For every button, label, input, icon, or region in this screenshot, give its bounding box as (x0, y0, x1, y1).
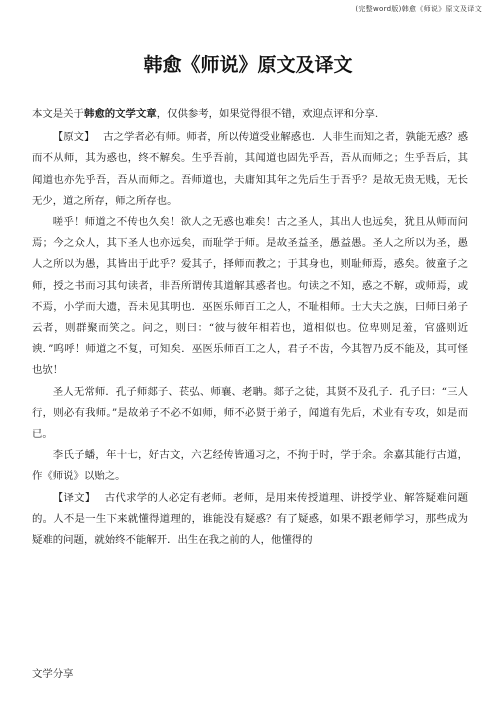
running-header: (完整word版)韩愈《师说》原文及译文 (355, 5, 482, 13)
page-footer: 文学分享 (32, 668, 74, 680)
original-p1-text: 古之学者必有师。师者，所以传道受业解惑也．人非生而知之者，孰能无惑？惑而不从师，其为惑也，终不解矣。生乎吾前，其闻道也固先乎吾，吾从而师之；生乎吾后，其闻道也亦先乎吾，吾从而师之。吾师道也，夫庸知其年之先后生于吾乎？是故无贵无贱，无长无少，道之所存，师之所存也。 (32, 131, 468, 207)
translation-paragraph-1 (32, 488, 468, 552)
original-paragraph-2: 嗟乎！师道之不传也久矣！欲人之无惑也难矣！古之圣人，其出人也远矣，犹且从师而问焉；今之众人，其下圣人也亦远矣，而耻学于师。是故圣益圣，愚益愚。圣人之所以为圣，愚人之所以为愚，其皆出于此乎？爱其子，择师而教之；于其身也，则耻师焉，惑矣。彼童子之师，授之书而习其句读者，非吾所谓传其道解其惑者也。句读之不知，惑之不解，或师焉，或不焉，小学而大遗，吾未见其明也．巫医乐师百工之人，不耻相师。士大夫之族，曰师曰弟子云者，则群聚而笑之。问之，则曰：“彼与彼年相若也，道相似也。位卑则足羞，官盛则近谀．”呜呼！师道之不复，可知矣．巫医乐师百工之人，君子不齿，今其智乃反不能及，其可怪也欤！ (32, 216, 468, 377)
intro-paragraph (32, 104, 468, 125)
document-body (32, 104, 468, 551)
translation-p1-text: 古代求学的人必定有老师。老师，是用来传授道理、讲授学业、解答疑难问题的。人不是一生下来就懂得道理的，谁能没有疑惑？有了疑惑，如果不跟老师学习，那些成为疑难的问题，就始终不能解开．出生在我之前的人，他懂得的 (32, 491, 468, 547)
original-paragraph-3: 圣人无常师．孔子师郯子、苌弘、师襄、老聃。郯子之徒，其贤不及孔子．孔子曰：“三人行，则必有我师。”是故弟子不必不如师，师不必贤于弟子，闻道有先后，术业有专攻，如是而已。 (32, 385, 468, 441)
intro-suffix: ，仅供参考，如果觉得很不错，欢迎点评和分享. (156, 108, 379, 120)
original-paragraph-1 (32, 127, 468, 212)
intro-bold-link: 韩愈的文学文章 (83, 108, 157, 120)
original-paragraph-4: 李氏子蟠，年十七，好古文，六艺经传皆通习之，不拘于时，学于余。余嘉其能行古道，作《师说》以贻之。 (32, 449, 468, 483)
translation-tag: 【译文】 (52, 491, 91, 504)
original-tag: 【原文】 (52, 131, 90, 144)
document-title: 韩愈《师说》原文及译文 (143, 54, 353, 76)
intro-prefix: 本文是关于 (32, 108, 84, 120)
